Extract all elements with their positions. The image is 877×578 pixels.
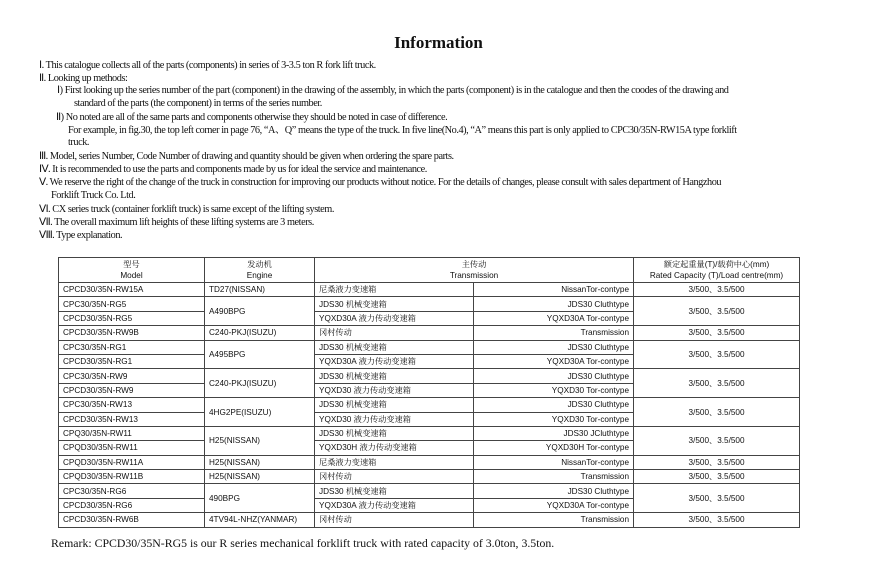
cell-transmission-en: YQXD30A Tor-contype xyxy=(474,354,634,368)
cell-transmission-cn: 冈村传动 xyxy=(315,326,474,340)
paragraph-6: Ⅵ. CX series truck (container forklift truck) is same except of the lifting system. xyxy=(39,204,334,215)
cell-capacity: 3/500、3.5/500 xyxy=(634,398,800,427)
cell-capacity: 3/500、3.5/500 xyxy=(634,426,800,455)
table-row xyxy=(59,340,800,354)
cell-engine: 4TV94L-NHZ(YANMAR) xyxy=(205,513,315,527)
table-row xyxy=(59,484,800,498)
paragraph-1: Ⅰ. This catalogue collects all of the parts (components) in series of 3-3.5 ton R fork lift truck. xyxy=(39,60,376,71)
cell-capacity: 3/500、3.5/500 xyxy=(634,297,800,326)
table-row xyxy=(59,398,800,412)
table-row xyxy=(59,455,800,469)
cell-capacity: 3/500、3.5/500 xyxy=(634,326,800,340)
cell-transmission-cn: YQXD30H 液力传动变速箱 xyxy=(315,441,474,455)
cell-transmission-cn: 冈村传动 xyxy=(315,470,474,484)
table-row xyxy=(59,297,800,311)
cell-model: CPCD30/35N-RG6 xyxy=(59,498,205,512)
cell-model: CPQD30/35N-RW11A xyxy=(59,455,205,469)
cell-transmission-en: YQXD30A Tor-contype xyxy=(474,498,634,512)
cell-model: CPCD30/35N-RG5 xyxy=(59,311,205,325)
cell-transmission-cn: JDS30 机械变速箱 xyxy=(315,398,474,412)
cell-capacity: 3/500、3.5/500 xyxy=(634,283,800,297)
header-engine: 发动机 Engine xyxy=(205,258,315,283)
cell-transmission-en: JDS30 Cluthtype xyxy=(474,297,634,311)
cell-engine: 490BPG xyxy=(205,484,315,513)
paragraph-2-2: Ⅱ) No noted are all of the same parts and components otherwise they should be noted in case of difference. xyxy=(56,112,448,123)
cell-model: CPQD30/35N-RW11 xyxy=(59,441,205,455)
paragraph-2-1-cont: standard of the parts (the component) in terms of the series number. xyxy=(74,97,322,109)
header-model: 型号 Model xyxy=(59,258,205,283)
cell-transmission-en: JDS30 Cluthtype xyxy=(474,484,634,498)
cell-transmission-en: Transmission xyxy=(474,513,634,527)
cell-engine: A490BPG xyxy=(205,297,315,326)
cell-capacity: 3/500、3.5/500 xyxy=(634,470,800,484)
cell-transmission-cn: JDS30 机械变速箱 xyxy=(315,297,474,311)
cell-model: CPC30/35N-RG5 xyxy=(59,297,205,311)
table-row xyxy=(59,326,800,340)
cell-model: CPCD30/35N-RW9 xyxy=(59,383,205,397)
cell-capacity: 3/500、3.5/500 xyxy=(634,484,800,513)
type-explanation-table xyxy=(58,257,800,528)
cell-model: CPC30/35N-RW13 xyxy=(59,398,205,412)
cell-transmission-en: JDS30 JCluthtype xyxy=(474,426,634,440)
cell-model: CPCD30/35N-RW15A xyxy=(59,283,205,297)
header-capacity: 额定起重量(T)/载荷中心(mm) Rated Capacity (T)/Load centre(mm) xyxy=(634,258,800,283)
cell-engine: 4HG2PE(ISUZU) xyxy=(205,398,315,427)
cell-transmission-en: YQXD30 Tor-contype xyxy=(474,412,634,426)
cell-model: CPCD30/35N-RW6B xyxy=(59,513,205,527)
cell-transmission-en: JDS30 Cluthtype xyxy=(474,340,634,354)
cell-engine: H25(NISSAN) xyxy=(205,470,315,484)
paragraph-2-1: Ⅰ) First looking up the series number of the part (component) in the drawing of the assembly, in which the parts (component) is in the catalogue and then the coodes of the drawing and xyxy=(57,85,729,96)
paragraph-2-2-example: For example, in fig.30, the top left corner in page 76, “A、Q” means the type of the truck. In five line(No.4), “A” means this part is only applied to CPC30/35N-RW15A type forklift xyxy=(68,124,737,136)
cell-model: CPQ30/35N-RW11 xyxy=(59,426,205,440)
cell-transmission-cn: 冈村传动 xyxy=(315,513,474,527)
cell-engine: C240-PKJ(ISUZU) xyxy=(205,326,315,340)
table-row xyxy=(59,513,800,527)
cell-transmission-cn: YQXD30A 液力传动变速箱 xyxy=(315,498,474,512)
cell-capacity: 3/500、3.5/500 xyxy=(634,340,800,369)
page-title: Information xyxy=(394,33,483,52)
cell-model: CPC30/35N-RW9 xyxy=(59,369,205,383)
cell-transmission-cn: 尼桑液力变速箱 xyxy=(315,455,474,469)
cell-transmission-en: YQXD30A Tor-contype xyxy=(474,311,634,325)
paragraph-2-2-cont: truck. xyxy=(68,137,90,148)
paragraph-5-cont: Forklift Truck Co. Ltd. xyxy=(51,189,136,201)
table-row xyxy=(59,283,800,297)
cell-engine: H25(NISSAN) xyxy=(205,455,315,469)
cell-transmission-en: JDS30 Cluthtype xyxy=(474,398,634,412)
cell-capacity: 3/500、3.5/500 xyxy=(634,369,800,398)
remark-note: Remark: CPCD30/35N-RG5 is our R series mechanical forklift truck with rated capacity of 3.0ton, 3.5ton. xyxy=(51,536,555,550)
cell-model: CPCD30/35N-RG1 xyxy=(59,354,205,368)
table-row xyxy=(59,369,800,383)
cell-transmission-cn: JDS30 机械变速箱 xyxy=(315,426,474,440)
cell-transmission-cn: JDS30 机械变速箱 xyxy=(315,369,474,383)
cell-engine: TD27(NISSAN) xyxy=(205,283,315,297)
paragraph-8: Ⅷ. Type explanation. xyxy=(39,229,123,241)
cell-capacity: 3/500、3.5/500 xyxy=(634,455,800,469)
cell-transmission-cn: YQXD30A 液力传动变速箱 xyxy=(315,311,474,325)
cell-transmission-en: Transmission xyxy=(474,470,634,484)
cell-model: CPCD30/35N-RW9B xyxy=(59,326,205,340)
cell-model: CPC30/35N-RG1 xyxy=(59,340,205,354)
cell-transmission-cn: JDS30 机械变速箱 xyxy=(315,340,474,354)
cell-transmission-en: YQXD30H Tor-contype xyxy=(474,441,634,455)
paragraph-4: Ⅳ. It is recommended to use the parts and components made by us for ideal the service and maintenance. xyxy=(39,163,427,175)
cell-transmission-cn: JDS30 机械变速箱 xyxy=(315,484,474,498)
cell-transmission-cn: YQXD30A 液力传动变速箱 xyxy=(315,354,474,368)
paragraph-7: Ⅶ. The overall maximum lift heights of these lifting systems are 3 meters. xyxy=(39,216,314,228)
cell-transmission-en: NissanTor-contype xyxy=(474,455,634,469)
paragraph-3: Ⅲ. Model, series Number, Code Number of drawing and quantity should be given when ordering the spare parts. xyxy=(39,150,454,162)
paragraph-5: Ⅴ. We reserve the right of the change of the truck in construction for improving our products without notice. For the details of changes, please consult with sales department of Hangzhou xyxy=(39,176,722,188)
table-row xyxy=(59,470,800,484)
header-transmission: 主传动 Transmission xyxy=(315,258,634,283)
cell-model: CPCD30/35N-RW13 xyxy=(59,412,205,426)
cell-transmission-en: Transmission xyxy=(474,326,634,340)
table-header-row xyxy=(59,258,800,283)
cell-model: CPC30/35N-RG6 xyxy=(59,484,205,498)
cell-capacity: 3/500、3.5/500 xyxy=(634,513,800,527)
table-row xyxy=(59,426,800,440)
cell-engine: C240-PKJ(ISUZU) xyxy=(205,369,315,398)
cell-transmission-en: YQXD30 Tor-contype xyxy=(474,383,634,397)
cell-transmission-en: NissanTor-contype xyxy=(474,283,634,297)
cell-transmission-en: JDS30 Cluthtype xyxy=(474,369,634,383)
cell-transmission-cn: YQXD30 液力传动变速箱 xyxy=(315,412,474,426)
cell-transmission-cn: 尼桑液力变速箱 xyxy=(315,283,474,297)
cell-transmission-cn: YQXD30 液力传动变速箱 xyxy=(315,383,474,397)
paragraph-2: Ⅱ. Looking up methods: xyxy=(39,72,128,84)
cell-model: CPQD30/35N-RW11B xyxy=(59,470,205,484)
cell-engine: H25(NISSAN) xyxy=(205,426,315,455)
cell-engine: A495BPG xyxy=(205,340,315,369)
